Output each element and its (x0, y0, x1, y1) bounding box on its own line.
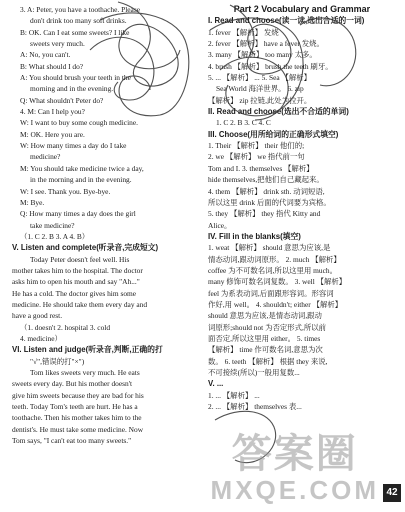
text-line: M: You should take medicine twice a day, (20, 163, 144, 173)
text-line: W: I see. Thank you. Bye-bye. (20, 186, 111, 196)
text-line: hide themselves,把他们自己藏起来。 (208, 175, 324, 185)
text-line: medicine. He should take them every day and (12, 299, 148, 309)
text-line: mother takes him to the hospital. The doctor (12, 265, 143, 275)
section-heading: V. ... (208, 379, 224, 389)
text-line: Tom and I. 3. themselves 【解析】 (208, 163, 314, 173)
text-line: asks him to open his mouth and say "Ah..." (12, 277, 140, 287)
section-heading: III. Choose(用所给词的正确形式填空) (208, 129, 339, 139)
text-line: toothache. Then his mother takes him to the (12, 413, 142, 423)
text-line: 作好,用 well。 4. shouldn't; either 【解析】 (208, 299, 343, 309)
text-line: teeth. Today Tom's teeth are hurt. He has a (12, 402, 138, 412)
text-line: A: You should brush your teeth in the (20, 73, 131, 83)
text-line: M: OK. Here you are. (20, 129, 85, 139)
text-line: 情态动词,跟动词原形。 2. much 【解析】 (208, 254, 341, 264)
watermark-url: MXQE.COM (210, 475, 379, 505)
text-line: 3. many 【解析】 too many 太多。 (208, 50, 317, 60)
text-line: 1. Their 【解析】 their 他们的; (208, 141, 305, 151)
text-line: Today Peter doesn't feel well. His (30, 254, 130, 264)
text-line: B: What should I do? (20, 61, 84, 71)
text-line: 【解析】 time 作可数名词,意思为次 (208, 345, 323, 355)
text-line: Q: How many times a day does the girl (20, 209, 136, 219)
text-line: 4. M: Can I help you? (20, 107, 85, 117)
section-heading: IV. Fill in the blanks(填空) (208, 231, 301, 241)
text-line: 所以这里 drink 后面的代词要为宾格。 (208, 197, 331, 207)
text-line: sweets very much. (30, 39, 85, 49)
right-column (208, 4, 396, 412)
text-line: "√",错误的打"×") (30, 356, 85, 366)
watermark (211, 432, 379, 504)
text-line: should 意思为应该,是情态动词,跟动 (208, 311, 322, 321)
text-line: 4. them 【解析】 drink sth. 动词短语, (208, 186, 325, 196)
text-line: 不可接续(所以)一般用复数... (208, 368, 300, 377)
text-line: dentist's. He must take some medicine. Now (12, 424, 144, 434)
text-line: Tom says, "I can't eat too many sweets." (12, 436, 132, 446)
text-line: sweets every day. But his mother doesn't (12, 379, 133, 389)
text-line: 词原形;should not 为否定形式,所以前 (208, 322, 327, 332)
text-line: 数。 6. teeth 【解析】 根据 they 来说, (208, 356, 328, 366)
text-line: W: I want to buy some cough medicine. (20, 118, 138, 128)
text-line: give him sweets because they are bad for his (12, 390, 144, 400)
text-line: 【解析】 zip 拉链,此处为拉开。 (208, 95, 312, 105)
text-line: morning and in the evening. (30, 84, 114, 94)
part-title: Part 2 Vocabulary and Grammar (233, 4, 371, 14)
text-line: Alice。 (208, 220, 232, 230)
section-heading: I. Read and choose(读一读,选出合适的一词) (208, 16, 365, 26)
text-line: （1. doesn't 2. hospital 3. cold (20, 322, 111, 332)
text-line: medicine? (30, 152, 61, 162)
text-line: have a good rest. (12, 311, 63, 321)
text-line: many 修饰可数名词复数。 3. well 【解析】 (208, 277, 347, 287)
section-heading: VI. Listen and judge(听录音,判断,正确的打 (12, 345, 163, 355)
text-line: He has a cold. The doctor gives him some (12, 288, 137, 298)
text-line: Sea World 海洋世界。 6. zip (216, 84, 304, 94)
text-line: in the morning and in the evening. (30, 175, 132, 185)
text-line: 2. we 【解析】 we 指代前一句 (208, 152, 305, 162)
text-line: 4. medicine） (20, 333, 62, 343)
text-line: 4. brush 【解析】 brush the teeth 刷牙。 (208, 61, 333, 71)
left-column (12, 4, 202, 446)
text-line: W: How many times a day do I take (20, 141, 127, 151)
section-heading: II. Read and choose(选出不合适的单词) (208, 107, 349, 117)
section-heading: V. Listen and complete(听录音,完成短文) (12, 243, 159, 253)
text-line: 2. ... 【解析】 themselves 表... (208, 402, 302, 412)
text-line: B: OK. Can I eat some sweets? I like (20, 27, 130, 37)
text-line: feel 为系表动词,后面跟形容词。形容词 (208, 288, 334, 298)
text-line: 5. ... 【解析】 ... 5. Sea 【解析】 (208, 73, 312, 83)
text-line: 1. C 2. B 3. C 4. C (216, 118, 271, 128)
text-line: M: Bye. (20, 197, 45, 207)
text-line: don't drink too many soft drinks. (30, 16, 127, 26)
page-number: 42 (383, 484, 401, 502)
text-line: Q: What shouldn't Peter do? (20, 95, 104, 105)
watermark-logo: 答案圈 (231, 432, 358, 476)
text-line: coffee 为不可数名词,所以这里用 much。 (208, 265, 337, 275)
text-line: 2. fever 【解析】 have a fever 发烧。 (208, 39, 324, 49)
text-line: 1. ... 【解析】 ... (208, 390, 260, 400)
text-line: 1. fever 【解析】 发烧 (208, 27, 279, 37)
text-line: 1. weat 【解析】 should 意思为应该,是 (208, 243, 331, 253)
text-line: 5. they 【解析】 they 指代 Kitty and (208, 209, 321, 219)
text-line: Tom likes sweets very much. He eats (30, 368, 140, 377)
text-line: take medicine? (30, 220, 75, 230)
text-line: （1. C 2. B 3. A 4. B） (20, 231, 90, 241)
text-line: 3. A: Peter, you have a toothache. Please (20, 5, 140, 14)
text-line: 面否定,所以这里用 either。 5. times (208, 333, 321, 343)
text-line: A: No, you can't. (20, 50, 71, 60)
